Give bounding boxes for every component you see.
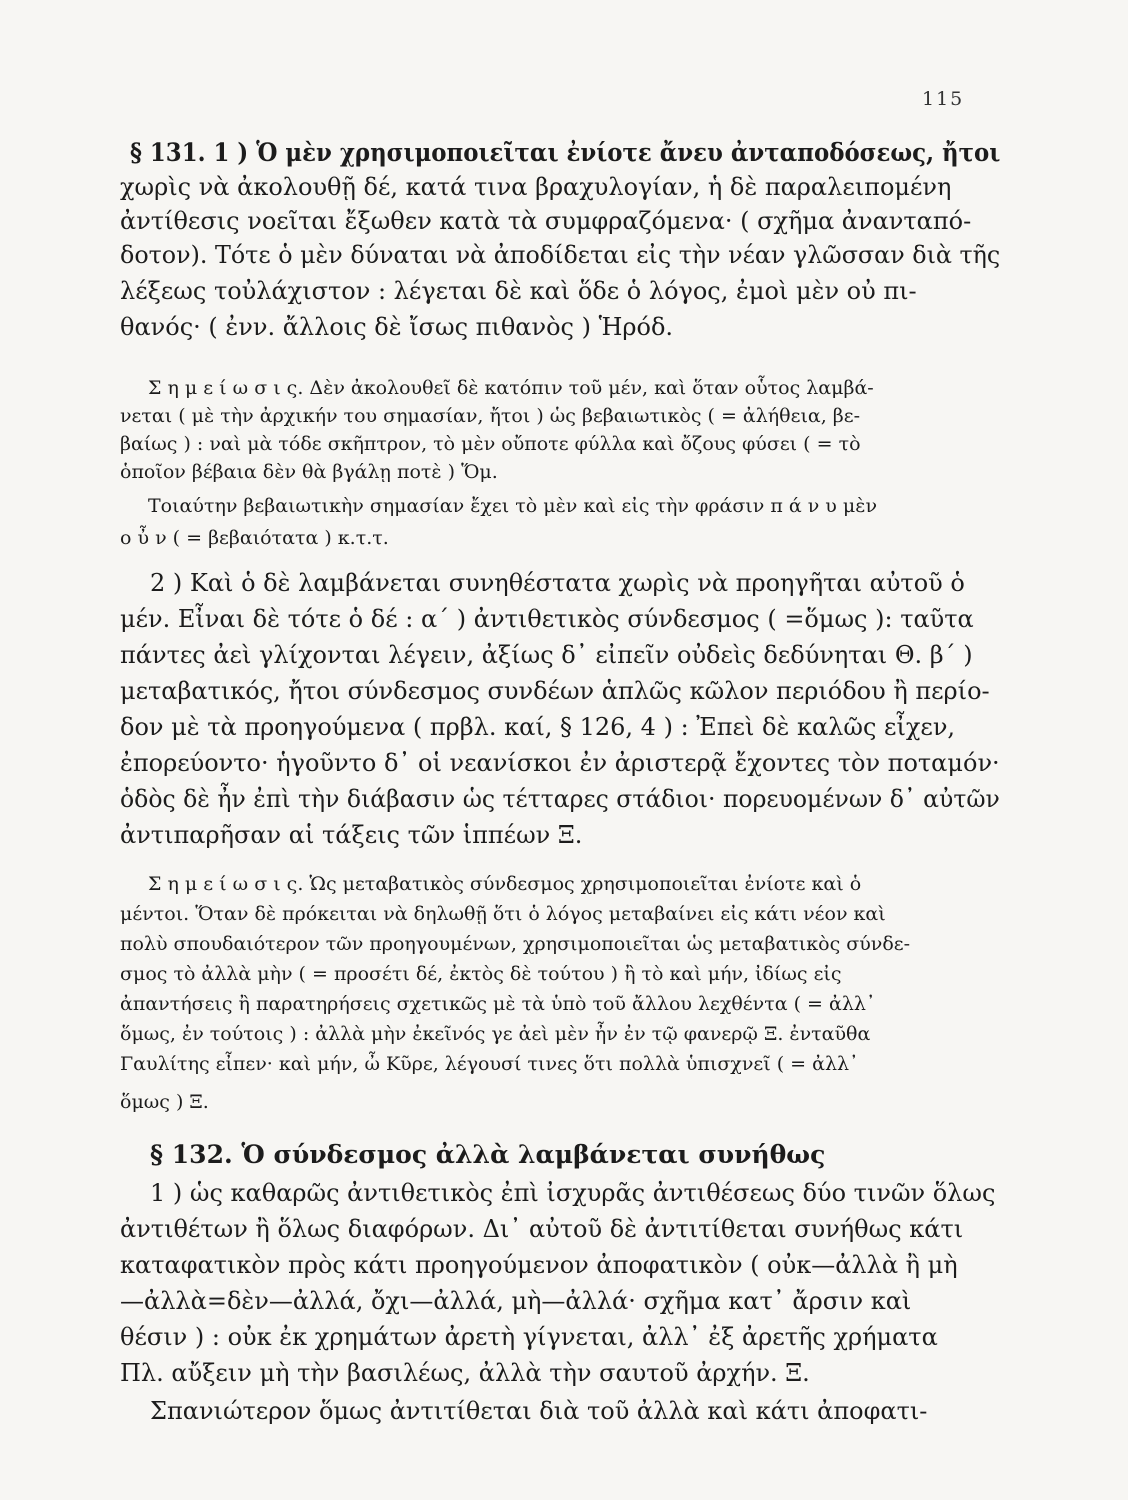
page-number: 115 — [922, 88, 965, 110]
note-1-line-1: Σ η μ ε ί ω σ ι ς. Δὲν ἀκολουθεῖ δὲ κατόπιν τοῦ μέν, καὶ ὅταν οὗτος λαμβά- — [148, 377, 874, 399]
section-132-line-2: 1 ) ὡς καθαρῶς ἀντιθετικὸς ἐπὶ ἰσχυρᾶς ἀντιθέσεως δύο τινῶν ὅλως — [150, 1179, 996, 1207]
para-2-line-6: ἐπορεύοντο· ἡγοῦντο δ᾽ οἱ νεανίσκοι ἐν ἀριστερᾷ ἔχοντες τὸν ποταμόν· — [120, 749, 1000, 777]
section-132-line-7: Πλ. αὔξειν μὴ τὴν βασιλέως, ἀλλὰ τὴν σαυτοῦ ἀρχήν. Ξ. — [120, 1359, 810, 1387]
para-2-line-2: μέν. Εἶναι δὲ τότε ὁ δέ : α΄ ) ἀντιθετικὸς σύνδεσμος ( =ὅμως ): ταῦτα — [120, 605, 974, 633]
para-2-line-5: δον μὲ τὰ προηγούμενα ( πρβλ. καί, § 126, 4 ) : Ἐπεὶ δὲ καλῶς εἶχεν, — [120, 713, 956, 741]
para-2-line-4: μεταβατικός, ἤτοι σύνδεσμος συνδέων ἁπλῶς κῶλον περιόδου ἢ περίο- — [120, 677, 990, 705]
section-131-line-6: θανός· ( ἐνν. ἄλλοις δὲ ἴσως πιθανὸς ) Ἡρόδ. — [120, 313, 674, 341]
section-132-line-8: Σπανιώτερον ὅμως ἀντιτίθεται διὰ τοῦ ἀλλὰ καὶ κάτι ἀποφατι- — [150, 1397, 928, 1425]
note-2-line-3: πολὺ σπουδαιότερον τῶν προηγουμένων, χρησιμοποιεῖται ὡς μεταβατικὸς σύνδε- — [120, 933, 911, 955]
note-2-line-4: σμος τὸ ἀλλὰ μὴν ( = προσέτι δέ, ἐκτὸς δὲ τούτου ) ἢ τὸ καὶ μήν, ἰδίως εἰς — [120, 963, 842, 985]
para-2-line-8: ἀντιπαρῆσαν αἱ τάξεις τῶν ἱππέων Ξ. — [120, 821, 583, 849]
section-131-line-4: δοτον). Τότε ὁ μὲν δύναται νὰ ἀποδίδεται εἰς τὴν νέαν γλῶσσαν διὰ τῆς — [120, 241, 1001, 269]
section-131-line-2: χωρὶς νὰ ἀκολουθῇ δέ, κατά τινα βραχυλογίαν, ἡ δὲ παραλειπομένη — [120, 173, 952, 201]
note-1-line-6: ο ὖ ν ( = βεβαιότατα ) κ.τ.τ. — [120, 527, 389, 549]
para-2-line-7: ὁδὸς δὲ ἦν ἐπὶ τὴν διάβασιν ὡς τέτταρες στάδιοι· πορευομένων δ᾽ αὐτῶν — [120, 785, 1000, 813]
para-2-line-3: πάντες ἀεὶ γλίχονται λέγειν, ἀξίως δ᾽ εἰπεῖν οὐδεὶς δεδύνηται Θ. β΄ ) — [120, 641, 973, 669]
note-1-line-5: Τοιαύτην βεβαιωτικὴν σημασίαν ἔχει τὸ μὲν καὶ εἰς τὴν φράσιν π ά ν υ μὲν — [148, 495, 877, 517]
section-131-line-5: λέξεως τοὐλάχιστον : λέγεται δὲ καὶ ὅδε ὁ λόγος, ἐμοὶ μὲν οὐ πι- — [120, 277, 917, 305]
note-2-line-6: ὅμως, ἐν τούτοις ) : ἀλλὰ μὴν ἐκεῖνός γε ἀεὶ μὲν ἦν ἐν τῷ φανερῷ Ξ. ἐνταῦθα — [120, 1023, 871, 1045]
note-2-line-1: Σ η μ ε ί ω σ ι ς. Ὡς μεταβατικὸς σύνδεσμος χρησιμοποιεῖται ἐνίοτε καὶ ὁ — [148, 873, 862, 895]
section-132-line-3: ἀντιθέτων ἢ ὅλως διαφόρων. Δι᾽ αὐτοῦ δὲ ἀντιτίθεται συνήθως κάτι — [120, 1215, 964, 1243]
para-2-line-1: 2 ) Καὶ ὁ δὲ λαμβάνεται συνηθέστατα χωρὶς νὰ προηγῆται αὐτοῦ ὁ — [150, 569, 965, 597]
section-131-line-3: ἀντίθεσις νοεῖται ἔξωθεν κατὰ τὰ συμφραζόμενα· ( σχῆμα ἀνανταπό- — [120, 207, 972, 235]
note-1-line-2: νεται ( μὲ τὴν ἀρχικήν του σημασίαν, ἤτοι ) ὡς βεβαιωτικὸς ( = ἀλήθεια, βε- — [120, 405, 861, 427]
section-132-line-1: § 132. Ὁ σύνδεσμος ἀλλὰ λαμβάνεται συνήθως — [150, 1140, 826, 1169]
section-132-line-6: θέσιν ) : οὐκ ἐκ χρημάτων ἀρετὴ γίγνεται, ἀλλ᾽ ἐξ ἀρετῆς χρήματα — [120, 1323, 938, 1351]
note-2-line-5: ἀπαντήσεις ἢ παρατηρήσεις σχετικῶς μὲ τὰ ὑπὸ τοῦ ἄλλου λεχθέντα ( = ἀλλ᾽ — [120, 993, 876, 1015]
section-131-line-1: § 131. 1 ) Ὁ μὲν χρησιμοποιεῖται ἐνίοτε ἄνευ ἀνταποδόσεως, ἤτοι — [130, 138, 1001, 167]
note-2-line-8: ὅμως ) Ξ. — [120, 1091, 209, 1113]
note-1-line-3: βαίως ) : ναὶ μὰ τόδε σκῆπτρον, τὸ μὲν οὔποτε φύλλα καὶ ὄζους φύσει ( = τὸ — [120, 433, 861, 455]
section-132-line-5: —ἀλλὰ=δὲν—ἀλλά, ὄχι—ἀλλά, μὴ—ἀλλά· σχῆμα κατ᾽ ἄρσιν καὶ — [120, 1287, 912, 1315]
section-132-line-4: καταφατικὸν πρὸς κάτι προηγούμενον ἀποφατικὸν ( οὐκ—ἀλλὰ ἢ μὴ — [120, 1251, 958, 1279]
note-2-line-7: Γαυλίτης εἶπεν· καὶ μήν, ὦ Κῦρε, λέγουσί τινες ὅτι πολλὰ ὑπισχνεῖ ( = ἀλλ᾽ — [120, 1053, 859, 1075]
note-2-line-2: μέντοι. Ὅταν δὲ πρόκειται νὰ δηλωθῇ ὅτι ὁ λόγος μεταβαίνει εἰς κάτι νέον καὶ — [120, 903, 886, 925]
note-1-line-4: ὁποῖον βέβαια δὲν θὰ βγάλῃ ποτὲ ) Ὅμ. — [120, 461, 498, 483]
